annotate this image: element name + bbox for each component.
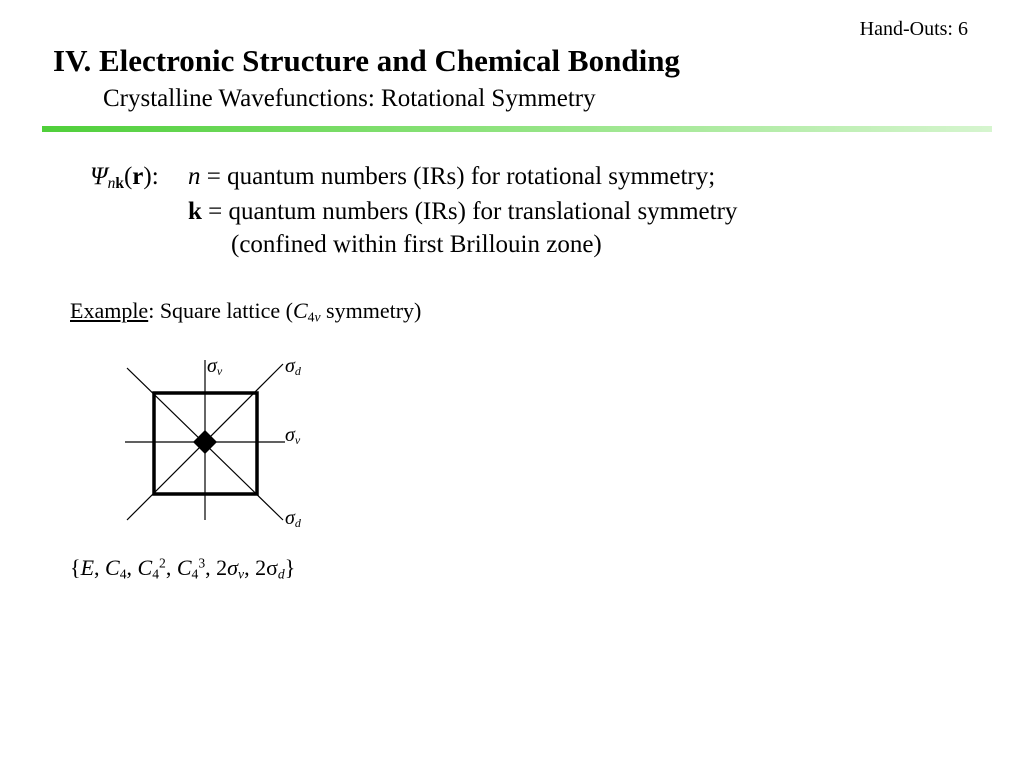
example-group-symbol: C xyxy=(292,298,308,323)
n-definition-line xyxy=(188,163,715,191)
square-lattice-symmetry-diagram xyxy=(115,350,335,540)
example-heading xyxy=(70,298,421,325)
identity-E: E xyxy=(80,555,95,580)
psi-close-paren: ): xyxy=(143,163,159,190)
slide-subtitle: Crystalline Wavefunctions: Rotational Symmetry xyxy=(103,85,596,112)
n-symbol: n xyxy=(188,163,201,190)
psi-open-paren: ( xyxy=(123,163,133,190)
sigma-v-top-label: σv xyxy=(207,355,223,378)
op-C4: C xyxy=(105,555,120,580)
sigma-d-bottom-label: σd xyxy=(285,507,301,530)
separator: , 2 xyxy=(244,555,267,580)
symmetry-operations-set xyxy=(70,555,295,582)
separator: , 2 xyxy=(205,555,228,580)
n-definition-text: = quantum numbers (IRs) for rotational symmetry; xyxy=(200,163,716,190)
slide-title: IV. Electronic Structure and Chemical Bonding xyxy=(53,43,680,78)
psi-sub-n: n xyxy=(107,174,116,192)
op-sigma-v-sub: v xyxy=(238,566,245,582)
psi-letter: Ψ xyxy=(90,163,108,190)
k-definition-text: = quantum numbers (IRs) for translational symmetry xyxy=(201,198,738,225)
k-note: (confined within first Brillouin zone) xyxy=(231,231,602,258)
example-text-after: symmetry) xyxy=(320,298,422,323)
op-C4-cubed-sub: 4 xyxy=(191,566,199,582)
green-divider-rule xyxy=(42,126,992,132)
example-text-before: : Square lattice ( xyxy=(148,298,293,323)
example-group-sub-v: v xyxy=(314,309,321,325)
op-C4-squared-sub: 4 xyxy=(152,566,160,582)
op-C4-cubed: C xyxy=(176,555,192,580)
brace-open: { xyxy=(70,555,81,580)
sigma-d-top-label: σd xyxy=(285,355,301,378)
psi-argument: r xyxy=(132,163,144,190)
handout-page-number: Hand-Outs: 6 xyxy=(859,18,968,40)
example-label: Example xyxy=(70,298,149,323)
sigma-v-right-label: σv xyxy=(285,424,301,447)
op-C4-squared: C xyxy=(137,555,153,580)
separator: , xyxy=(165,555,177,580)
op-C4-squared-sup: 2 xyxy=(159,555,166,571)
k-symbol: k xyxy=(188,198,202,225)
k-definition-line xyxy=(188,198,737,226)
psi-sub-k: k xyxy=(115,174,124,192)
op-C4-sub: 4 xyxy=(119,566,127,582)
separator: , xyxy=(94,555,106,580)
op-sigma-d: σ xyxy=(266,555,278,580)
example-group-sub-4: 4 xyxy=(307,309,315,325)
separator: , xyxy=(126,555,138,580)
op-C4-cubed-sup: 3 xyxy=(198,555,206,571)
op-sigma-d-sub: d xyxy=(277,566,285,582)
brace-close: } xyxy=(284,555,296,580)
op-sigma-v: σ xyxy=(227,555,238,580)
wavefunction-symbol xyxy=(90,163,159,193)
